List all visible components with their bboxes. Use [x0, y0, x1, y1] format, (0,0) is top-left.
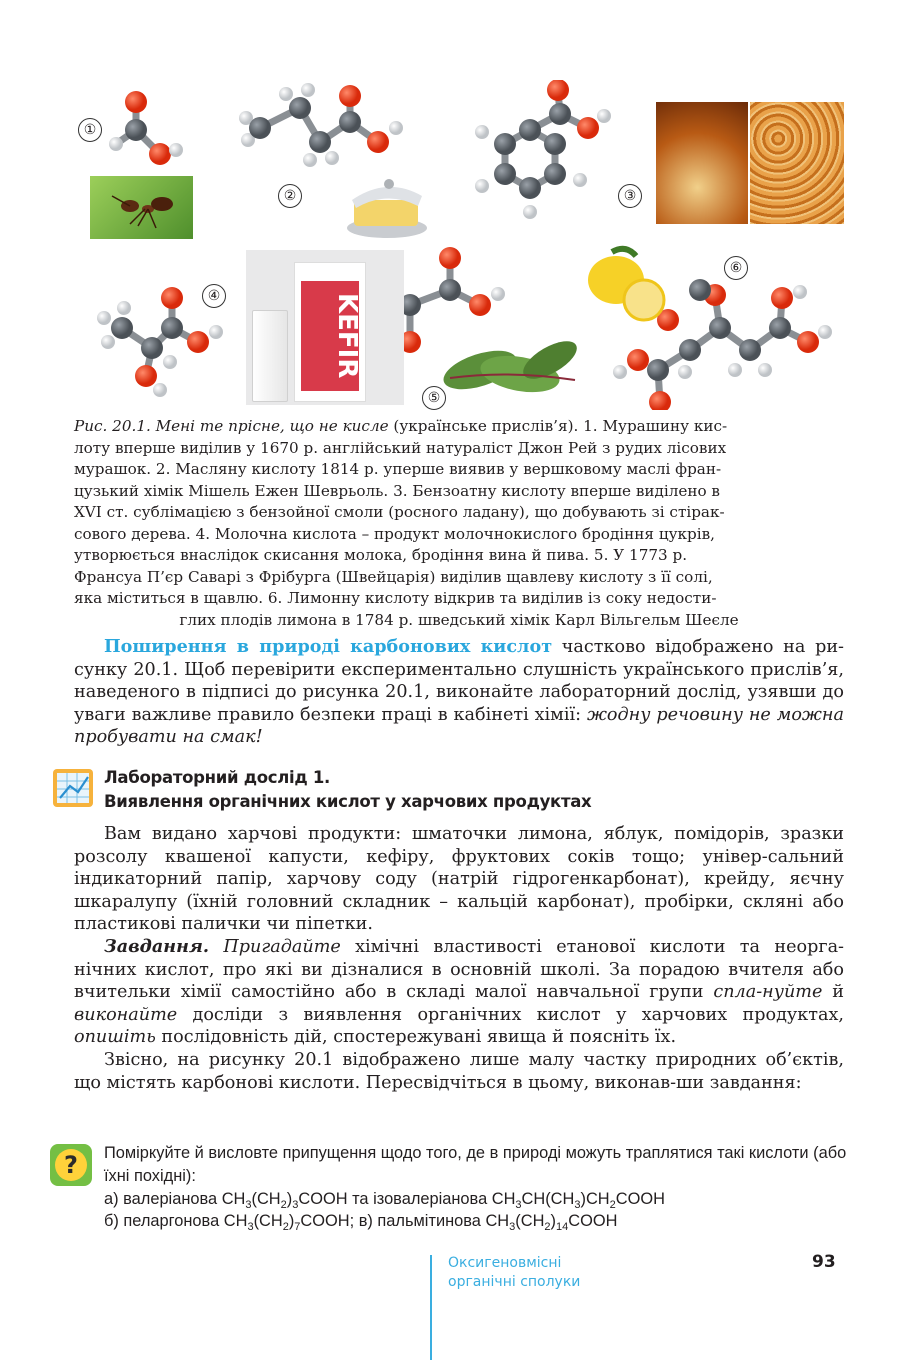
- task-text: досліди з виявлення органічних кислот у харчових продуктах,: [177, 1004, 844, 1025]
- figure-label-1: ①: [78, 118, 102, 142]
- question-item-a: [104, 1188, 864, 1211]
- lab-subtitle: Виявлення органічних кислот у харчових продуктах: [104, 792, 592, 811]
- lab-task: [74, 936, 844, 1049]
- formula-palmitic: $CH_3(CH_2)_{14}COOH$: [485, 1212, 618, 1234]
- sorrel-icon: [440, 330, 585, 408]
- section-name: [448, 1254, 580, 1292]
- question-icon: [50, 1144, 92, 1186]
- footer-divider: [430, 1255, 432, 1360]
- question-mark-icon: ?: [55, 1149, 87, 1181]
- task-verb: спла-нуйте: [713, 982, 823, 1003]
- item-connector: ; в) пальмітинова: [349, 1212, 486, 1231]
- figure-label-3: ③: [618, 184, 642, 208]
- butter-dish-photo: [342, 172, 432, 242]
- resin-photo: [656, 102, 844, 224]
- caption-line: мурашок. 2. Масляну кислоту 1814 р. уперше виявив у вершковому маслі фран-: [74, 460, 722, 478]
- kefir-label: KEFIR: [301, 281, 359, 391]
- caption-line: Франсуа П’єр Саварі з Фрібурга (Швейцарія) виділив щавлеву кислоту з її солі,: [74, 567, 713, 586]
- section-name-line: Оксигеновмісні: [448, 1255, 562, 1271]
- caption-line: XVI ст. сублімацією з бензойної смоли (росного ладану), що добувають зі стірак-: [74, 503, 725, 521]
- closing-paragraph: Звісно, на рисунку 20.1 відображено лише малу частку природних об’єктів, що містять карбонові кислоти. Пересвідчіться в цьому, виконав-ши завдання:: [74, 1049, 844, 1093]
- lemon-photo: [582, 242, 672, 324]
- page-number: 93: [812, 1252, 836, 1272]
- task-text: хімічні властивості етанової кислоти та неорга-нічних кислот, про які ви дізналися в основній школі. За порадою вчителя або вчительки хімії самостійно або в складі малої навчальної групи: [74, 936, 845, 1003]
- ant-icon: [90, 176, 193, 239]
- caption-line: цузький хімік Мішель Ежен Шеврьоль. 3. Бензоатну кислоту вперше виділено в: [74, 481, 720, 500]
- figure-label-4: ④: [202, 284, 226, 308]
- intro-accent: Поширення в природі карбонових кислот: [104, 636, 553, 657]
- caption-line: глих плодів лимона в 1784 р. шведський хімік Карл Вільгельм Шеєле: [179, 610, 739, 629]
- question-block: [104, 1142, 864, 1233]
- item-connector: та ізовалеріанова: [347, 1189, 492, 1208]
- figure-label-5: ⑤: [422, 386, 446, 410]
- formula-isovaleric: $CH_3CH(CH_3)CH_2COOH$: [491, 1189, 665, 1211]
- butter-icon: [342, 172, 432, 242]
- intro-paragraph: [74, 636, 844, 749]
- formula-pelargonic: $CH_3(CH_2)_7COOH$: [223, 1212, 350, 1234]
- caption-line: (українське прислів’я). 1. Мурашину кис-: [388, 417, 728, 435]
- item-label: б) пеларгонова: [104, 1212, 224, 1231]
- lemon-icon: [582, 242, 672, 324]
- notebook-chart-icon: [52, 768, 94, 808]
- question-item-b: [104, 1210, 864, 1233]
- task-label: Завдання.: [104, 935, 210, 957]
- item-label: а) валеріанова: [104, 1189, 222, 1208]
- task-verb: виконайте: [74, 1004, 178, 1025]
- sorrel-photo: [440, 330, 585, 408]
- safety-rule: жодну речовину не можна пробувати на смак!: [74, 704, 844, 748]
- lab-body: [74, 823, 844, 1094]
- figure-label-6: ⑥: [724, 256, 748, 280]
- kefir-photo: [246, 250, 404, 405]
- caption-line: утворюється внаслідок скисання молока, бродіння вина й пива. 5. У 1773 р.: [74, 546, 688, 564]
- lab-materials: Вам видано харчові продукти: шматочки лимона, яблук, помідорів, зразки розсолу квашеної капусти, кефіру, фруктових соків тощо; універ-сальний індикаторний папір, харчову соду (натрій гідрогенкарбонат), крейду, яєчну шкаралупу (їхній головний складник – кальцій карбонат), пробірки, скляні або пластикові палички чи піпетки.: [74, 824, 844, 935]
- caption-line: лоту вперше виділив у 1670 р. англійський натураліст Джон Рей з рудих лісових: [74, 438, 727, 457]
- formula-valeric: $CH_3(CH_2)_3COOH$: [221, 1189, 348, 1211]
- lab-heading: [104, 766, 591, 814]
- ant-photo: [90, 176, 193, 239]
- figure-caption: [74, 416, 844, 631]
- figure-label-2: ②: [278, 184, 302, 208]
- lab-icon: [52, 768, 94, 808]
- lab-title: Лабораторний дослід 1.: [104, 768, 331, 787]
- task-verb: опишіть: [74, 1027, 156, 1048]
- figure-20-1: [60, 80, 850, 410]
- task-verb: Пригадайте: [223, 936, 341, 957]
- task-text: й: [822, 982, 844, 1003]
- section-name-line: органічні сполуки: [448, 1274, 581, 1290]
- task-text: послідовність дій, спостережувані явища й поясніть їх.: [155, 1027, 677, 1048]
- intro-text: частково відображено на ри-сунку 20.1. Щоб перевірити експериментально слушність українського прислів’я, наведеного в підписі до рисунка 20.1, виконайте лабораторний дослід, узявши до уваги важливе правило безпеки праці в кабінеті хімії:: [74, 637, 844, 725]
- caption-line: сового дерева. 4. Молочна кислота – продукт молочнокислого бродіння цукрів,: [74, 524, 715, 543]
- question-text: Поміркуйте й висловте припущення щодо того, де в природі можуть траплятися такі кислоти (або їхні похідні):: [104, 1144, 847, 1185]
- caption-title: Рис. 20.1. Мені те прісне, що не кисле: [74, 417, 389, 435]
- caption-line: яка міститься в щавлю. 6. Лимонну кислоту відкрив та виділив із соку недости-: [74, 589, 717, 607]
